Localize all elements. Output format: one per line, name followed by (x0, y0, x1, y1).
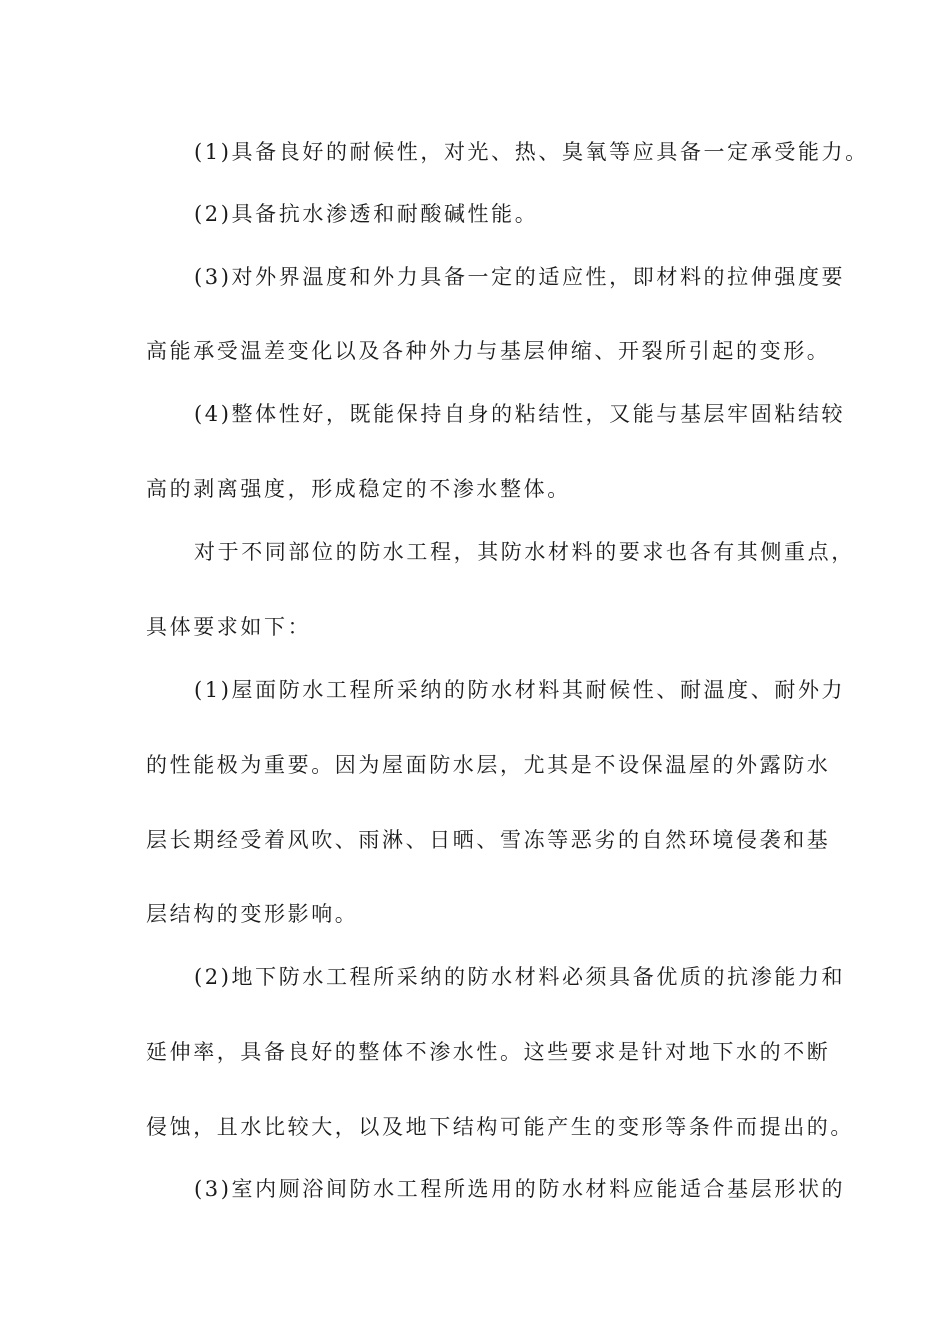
paragraph-line: (1)屋面防水工程所采纳的防水材料其耐候性、耐温度、耐外力 (194, 678, 846, 702)
paragraph-line: 高的剥离强度，形成稳定的不渗水整体。 (146, 477, 571, 501)
paragraph-line: 层结构的变形影响。 (146, 902, 359, 926)
paragraph-line: (3)对外界温度和外力具备一定的适应性，即材料的拉伸强度要 (194, 265, 846, 289)
paragraph-line: 延伸率，具备良好的整体不渗水性。这些要求是针对地下水的不断 (146, 1040, 831, 1064)
paragraph-line: (4)整体性好，既能保持自身的粘结性，又能与基层牢固粘结较 (194, 402, 846, 426)
paragraph-line: (3)室内厕浴间防水工程所选用的防水材料应能适合基层形状的 (194, 1177, 846, 1201)
paragraph-line: 高能承受温差变化以及各种外力与基层伸缩、开裂所引起的变形。 (146, 339, 831, 363)
paragraph-line: 层长期经受着风吹、雨淋、日晒、雪冻等恶劣的自然环境侵袭和基 (146, 828, 831, 852)
paragraph-line: 的性能极为重要。因为屋面防水层，尤其是不设保温屋的外露防水 (146, 753, 831, 777)
paragraph-line: (1)具备良好的耐候性，对光、热、臭氧等应具备一定承受能力。 (194, 140, 869, 164)
paragraph-line: (2)地下防水工程所采纳的防水材料必须具备优质的抗渗能力和 (194, 965, 846, 989)
paragraph-line: 对于不同部位的防水工程，其防水材料的要求也各有其侧重点， (194, 540, 855, 564)
paragraph-line: (2)具备抗水渗透和耐酸碱性能。 (194, 202, 539, 226)
paragraph-line: 具体要求如下： (146, 615, 312, 639)
paragraph-line: 侵蚀，且水比较大，以及地下结构可能产生的变形等条件而提出的。 (146, 1115, 854, 1139)
